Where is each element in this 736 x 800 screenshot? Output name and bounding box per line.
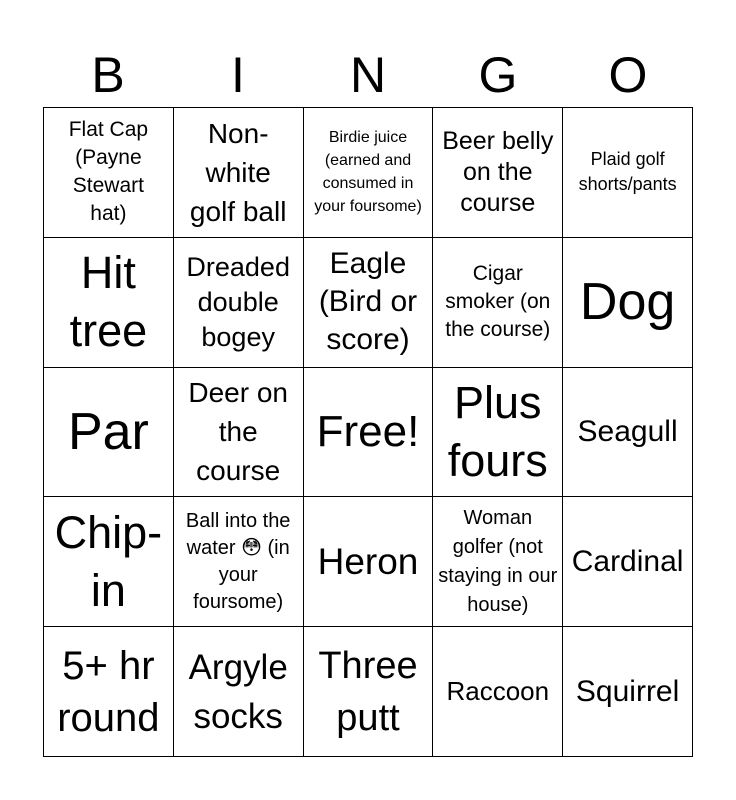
header-letter-n: N	[349, 47, 387, 103]
cell-text: Seagull	[577, 414, 678, 448]
bingo-grid	[43, 107, 693, 757]
bingo-cell[interactable]	[433, 368, 563, 498]
bingo-cell[interactable]	[44, 238, 174, 368]
cell-text: Ball into the water 😳 (in your foursome)	[185, 509, 291, 613]
bingo-cell[interactable]	[174, 238, 304, 368]
cell-text: Hit tree	[69, 247, 148, 357]
bingo-cell[interactable]	[563, 368, 693, 498]
bingo-cell[interactable]	[44, 497, 174, 627]
bingo-cell[interactable]	[563, 238, 693, 368]
cell-text: Flat Cap (Payne Stewart hat)	[68, 118, 149, 226]
bingo-cell[interactable]	[563, 497, 693, 627]
cell-text: Eagle (Bird or score)	[318, 247, 418, 357]
cell-text: Raccoon	[446, 676, 550, 707]
cell-text: Non-white golf ball	[189, 117, 287, 227]
bingo-cell[interactable]	[433, 497, 563, 627]
cell-text: Par	[67, 402, 149, 461]
bingo-cell[interactable]	[304, 627, 434, 757]
cell-text: Plaid golf shorts/pants	[578, 149, 677, 195]
bingo-cell[interactable]	[433, 238, 563, 368]
bingo-cell[interactable]	[563, 108, 693, 238]
cell-text: Free!	[316, 406, 420, 456]
cell-text: Cigar smoker (on the course)	[445, 262, 551, 342]
bingo-cell[interactable]	[174, 497, 304, 627]
cell-text: Woman golfer (not staying in our house)	[438, 506, 558, 616]
bingo-cell[interactable]	[304, 238, 434, 368]
bingo-cell[interactable]	[304, 368, 434, 498]
header-letter-b: B	[91, 47, 125, 103]
cell-text: 5+ hr round	[57, 643, 160, 740]
header-letter-o: O	[608, 47, 648, 103]
cell-text: Dreaded double bogey	[186, 251, 290, 352]
bingo-cell[interactable]	[304, 497, 434, 627]
cell-text: Birdie juice (earned and consumed in your foursome)	[314, 129, 422, 216]
bingo-cell[interactable]	[433, 627, 563, 757]
bingo-cell[interactable]	[304, 108, 434, 238]
cell-text: Cardinal	[571, 544, 684, 578]
bingo-cell[interactable]	[44, 108, 174, 238]
cell-text: Plus fours	[447, 376, 548, 486]
bingo-cell[interactable]	[563, 627, 693, 757]
bingo-cell[interactable]	[174, 108, 304, 238]
cell-text: Squirrel	[575, 674, 680, 708]
bingo-header	[43, 44, 693, 106]
cell-text: Dog	[579, 273, 676, 332]
cell-text: Heron	[317, 541, 419, 583]
bingo-cell[interactable]	[433, 108, 563, 238]
cell-text: Beer belly on the course	[442, 126, 554, 217]
cell-text: Chip-in	[54, 506, 163, 616]
bingo-cell[interactable]	[44, 627, 174, 757]
cell-text: Argyle socks	[188, 647, 288, 736]
cell-text: Deer on the course	[188, 377, 288, 487]
bingo-cell[interactable]	[174, 368, 304, 498]
cell-text: Three putt	[318, 644, 418, 739]
header-letter-g: G	[478, 47, 518, 103]
bingo-cell[interactable]	[174, 627, 304, 757]
bingo-cell[interactable]	[44, 368, 174, 498]
header-letter-i: I	[231, 47, 245, 103]
